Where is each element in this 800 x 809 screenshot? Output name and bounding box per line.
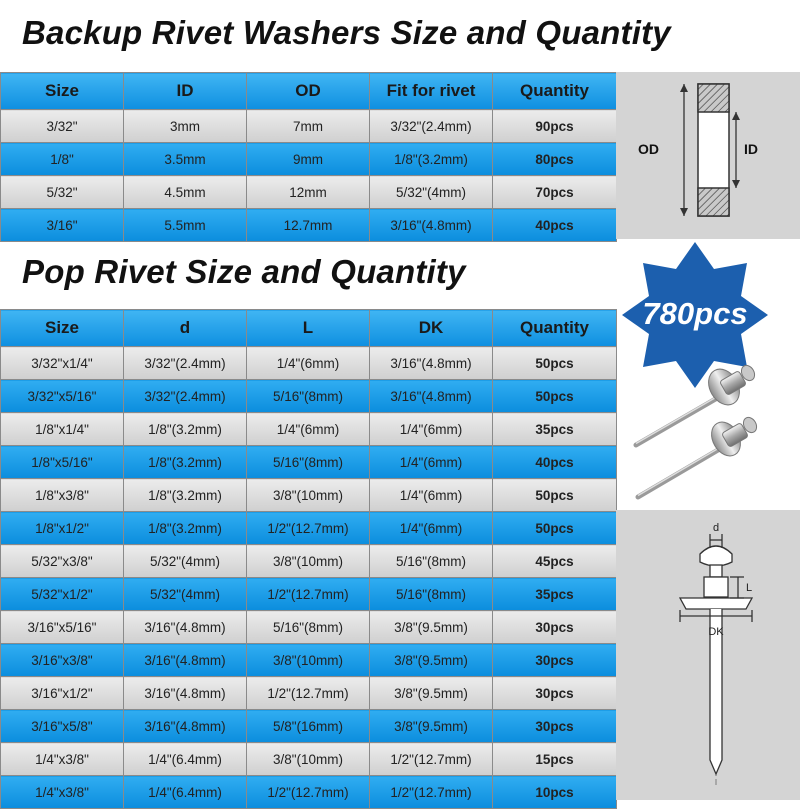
washer-cell-qty: 90pcs (493, 110, 617, 143)
washer-section-title: Backup Rivet Washers Size and Quantity (22, 14, 671, 51)
rivet-profile-diagram (616, 510, 800, 800)
table-row (1, 380, 617, 413)
rivet-cell-l: 3/8"(10mm) (247, 644, 370, 677)
table-row (1, 413, 617, 446)
table-row (1, 209, 617, 242)
rivet-cell-dk: 1/4"(6mm) (370, 413, 493, 446)
washer-cell-od: 12mm (247, 176, 370, 209)
rivet-cell-d: 3/16"(4.8mm) (124, 644, 247, 677)
column-header-id: ID (124, 73, 247, 110)
rivet-cell-dk: 1/2"(12.7mm) (370, 743, 493, 776)
washer-cell-size: 5/32" (1, 176, 124, 209)
washer-cell-id: 4.5mm (124, 176, 247, 209)
rivet-cell-d: 3/16"(4.8mm) (124, 611, 247, 644)
rivet-cell-d: 1/4"(6.4mm) (124, 743, 247, 776)
od-label: OD (638, 141, 659, 157)
rivet-cell-size: 5/32"x1/2" (1, 578, 124, 611)
rivet-cell-qty: 15pcs (493, 743, 617, 776)
washer-cell-od: 9mm (247, 143, 370, 176)
rivet-cell-size: 1/8"x1/2" (1, 512, 124, 545)
l-label: L (746, 582, 753, 594)
rivet-cell-l: 5/16"(8mm) (247, 611, 370, 644)
washer-cell-fit: 5/32"(4mm) (370, 176, 493, 209)
rivet-cell-dk: 3/16"(4.8mm) (370, 347, 493, 380)
washer-cell-od: 12.7mm (247, 209, 370, 242)
rivet-cell-qty: 10pcs (493, 776, 617, 809)
table-row (1, 644, 617, 677)
rivet-profile-panel (616, 510, 800, 800)
column-header-fit: Fit for rivet (370, 73, 493, 110)
washer-diagram-panel (616, 72, 800, 239)
table-row (1, 710, 617, 743)
rivet-cell-dk: 3/8"(9.5mm) (370, 644, 493, 677)
rivet-cell-dk: 5/16"(8mm) (370, 545, 493, 578)
d-label: d (712, 522, 720, 534)
table-row (1, 347, 617, 380)
table-row (1, 743, 617, 776)
rivet-cell-l: 1/2"(12.7mm) (247, 677, 370, 710)
rivet-cell-dk: 1/4"(6mm) (370, 446, 493, 479)
rivet-cell-l: 1/2"(12.7mm) (247, 512, 370, 545)
rivet-cell-l: 1/2"(12.7mm) (247, 578, 370, 611)
washer-cell-qty: 70pcs (493, 176, 617, 209)
washer-cell-id: 3mm (124, 110, 247, 143)
rivet-cell-size: 5/32"x3/8" (1, 545, 124, 578)
rivet-cell-qty: 40pcs (493, 446, 617, 479)
rivet-cell-size: 1/8"x3/8" (1, 479, 124, 512)
id-label: ID (744, 141, 758, 157)
rivet-cell-d: 1/8"(3.2mm) (124, 446, 247, 479)
rivet-cell-size: 1/8"x1/4" (1, 413, 124, 446)
washer-cell-qty: 40pcs (493, 209, 617, 242)
washer-size-table (0, 72, 617, 242)
table-row (1, 611, 617, 644)
table-row (1, 677, 617, 710)
rivet-cell-l: 3/8"(10mm) (247, 479, 370, 512)
rivet-cell-l: 1/2"(12.7mm) (247, 776, 370, 809)
rivet-cell-qty: 50pcs (493, 347, 617, 380)
column-header-od: OD (247, 73, 370, 110)
table-row (1, 110, 617, 143)
rivet-cell-dk: 1/2"(12.7mm) (370, 776, 493, 809)
rivet-cell-qty: 45pcs (493, 545, 617, 578)
column-header-size: Size (1, 73, 124, 110)
table-header-row (1, 73, 617, 110)
rivet-cell-size: 3/32"x5/16" (1, 380, 124, 413)
rivet-cell-qty: 50pcs (493, 512, 617, 545)
dk-label: DK (708, 626, 724, 638)
washer-top-hatch (698, 84, 729, 112)
rivet-cell-size: 1/4"x3/8" (1, 743, 124, 776)
rivet-cell-size: 3/16"x5/8" (1, 710, 124, 743)
rivet-cell-d: 3/16"(4.8mm) (124, 677, 247, 710)
column-header-size: Size (1, 310, 124, 347)
rivet-cell-d: 5/32"(4mm) (124, 578, 247, 611)
rivet-cell-size: 3/16"x5/16" (1, 611, 124, 644)
column-header-quantity: Quantity (493, 310, 617, 347)
washer-cell-size: 3/32" (1, 110, 124, 143)
table-row (1, 143, 617, 176)
washer-cell-id: 5.5mm (124, 209, 247, 242)
rivet-cell-size: 1/4"x3/8" (1, 776, 124, 809)
rivet-cell-dk: 1/4"(6mm) (370, 479, 493, 512)
rivet-cell-size: 3/16"x1/2" (1, 677, 124, 710)
column-header-l: L (247, 310, 370, 347)
washer-cell-size: 1/8" (1, 143, 124, 176)
washer-cell-fit: 1/8"(3.2mm) (370, 143, 493, 176)
washer-cross-section-diagram (616, 72, 800, 239)
rivet-cell-dk: 1/4"(6mm) (370, 512, 493, 545)
rivet-cell-dk: 3/8"(9.5mm) (370, 611, 493, 644)
washer-cell-od: 7mm (247, 110, 370, 143)
column-header-dk: DK (370, 310, 493, 347)
rivet-cell-size: 3/16"x3/8" (1, 644, 124, 677)
washer-bottom-hatch (698, 188, 729, 216)
table-row (1, 512, 617, 545)
rivet-product-image (616, 345, 800, 505)
rivet-cell-l: 1/4"(6mm) (247, 347, 370, 380)
rivet-cell-d: 3/32"(2.4mm) (124, 380, 247, 413)
rivet-lower (638, 415, 759, 497)
rivet-cell-qty: 30pcs (493, 677, 617, 710)
rivet-cell-qty: 30pcs (493, 644, 617, 677)
table-row (1, 545, 617, 578)
rivet-cell-d: 1/8"(3.2mm) (124, 479, 247, 512)
rivet-cell-dk: 5/16"(8mm) (370, 578, 493, 611)
table-row (1, 479, 617, 512)
washer-cell-size: 3/16" (1, 209, 124, 242)
rivet-size-table (0, 309, 617, 809)
washer-cell-fit: 3/32"(2.4mm) (370, 110, 493, 143)
column-header-quantity: Quantity (493, 73, 617, 110)
washer-cell-qty: 80pcs (493, 143, 617, 176)
rivet-cell-size: 1/8"x5/16" (1, 446, 124, 479)
rivet-cell-qty: 30pcs (493, 611, 617, 644)
rivet-cell-d: 5/32"(4mm) (124, 545, 247, 578)
washer-cell-fit: 3/16"(4.8mm) (370, 209, 493, 242)
rivet-cell-l: 1/4"(6mm) (247, 413, 370, 446)
rivet-cell-qty: 35pcs (493, 578, 617, 611)
rivet-cell-d: 1/4"(6.4mm) (124, 776, 247, 809)
rivet-cell-d: 3/16"(4.8mm) (124, 710, 247, 743)
table-row (1, 446, 617, 479)
rivet-cell-qty: 50pcs (493, 380, 617, 413)
table-row (1, 578, 617, 611)
rivet-cell-l: 3/8"(10mm) (247, 545, 370, 578)
rivet-cell-dk: 3/8"(9.5mm) (370, 710, 493, 743)
rivet-cell-l: 5/16"(8mm) (247, 446, 370, 479)
rivet-section-title: Pop Rivet Size and Quantity (22, 253, 466, 290)
rivet-cell-qty: 50pcs (493, 479, 617, 512)
table-header-row (1, 310, 617, 347)
rivet-cell-dk: 3/8"(9.5mm) (370, 677, 493, 710)
rivet-cell-l: 5/8"(16mm) (247, 710, 370, 743)
rivet-cell-qty: 35pcs (493, 413, 617, 446)
rivet-cell-l: 3/8"(10mm) (247, 743, 370, 776)
table-row (1, 776, 617, 809)
column-header-d: d (124, 310, 247, 347)
rivet-cell-d: 1/8"(3.2mm) (124, 512, 247, 545)
rivet-cell-d: 1/8"(3.2mm) (124, 413, 247, 446)
rivet-cell-qty: 30pcs (493, 710, 617, 743)
rivet-cell-dk: 3/16"(4.8mm) (370, 380, 493, 413)
rivet-cell-size: 3/32"x1/4" (1, 347, 124, 380)
table-row (1, 176, 617, 209)
rivet-cell-d: 3/32"(2.4mm) (124, 347, 247, 380)
washer-cell-id: 3.5mm (124, 143, 247, 176)
badge-text: 780pcs (642, 296, 748, 331)
rivet-cell-l: 5/16"(8mm) (247, 380, 370, 413)
